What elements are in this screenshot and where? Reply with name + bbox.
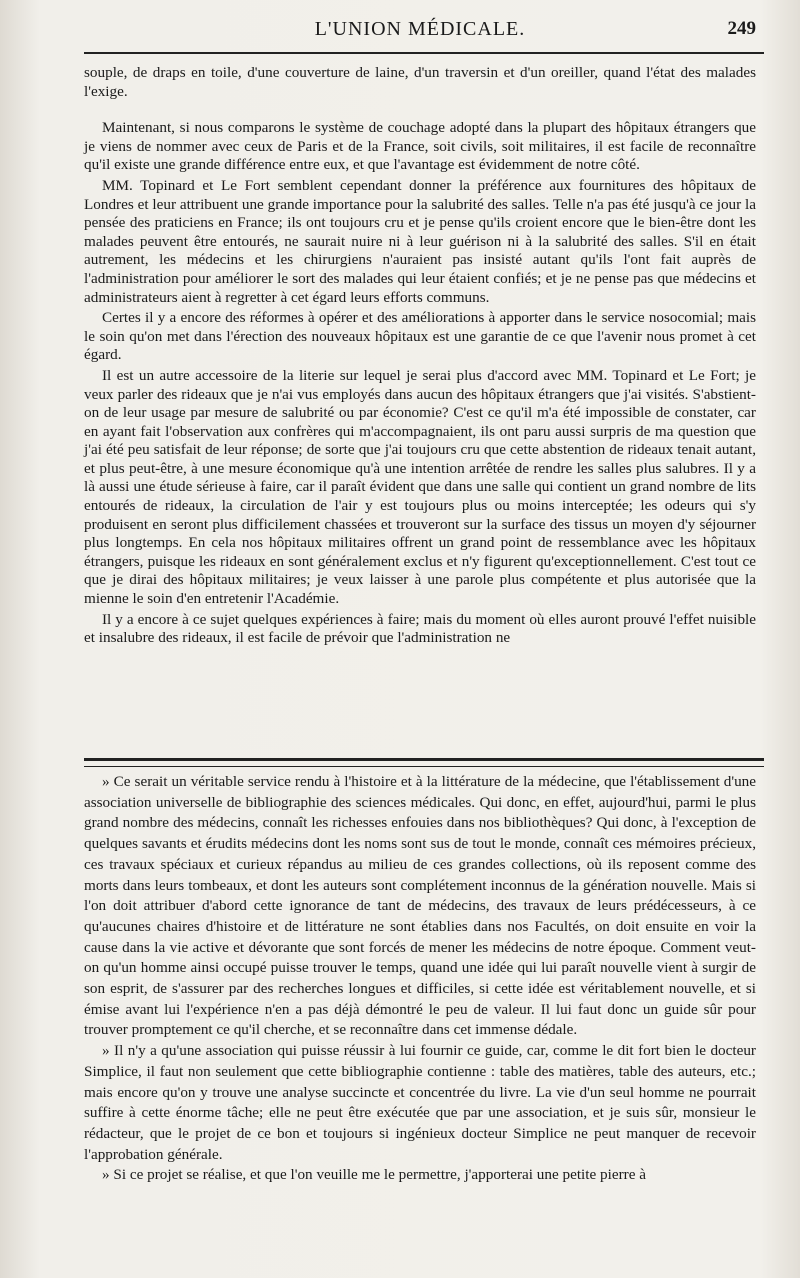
footnote-paragraph: » Il n'y a qu'une association qui puisse réussir à lui fournir ce guide, car, comme le dit fort bien le docteur Simplice, il faut non seulement que cette bibliographie contienne : table des matières, table des auteurs, etc.; mais encore qu'on y trouve une analyse succincte et concentrée du livre. La vie d'un seul homme ne pourrait suffire à cette énorme tâche; elle ne peut être exécutée que par une association, et je suis sûr, monsieur le rédacteur, que le projet de ce bon et toujours si ingénieux docteur Simplice ne peut manquer de recevoir l'approbation générale. <box>84 1042 756 1163</box>
footnote-paragraph: » Ce serait un véritable service rendu à l'histoire et à la littérature de la médecine, que l'établissement d'une association universelle de bibliographie des sciences médicales. Qui donc, en effet, aujourd'hui, parmi le plus grand nombre des médecins, connaît les richesses enfouies dans nos bibliothèques? Qui donc, à l'exception de quelques savants et érudits médecins dont les noms sont sus de tout le monde, connaît ces mémoires précieux, ces travaux spéciaux et curieux répandus au milieu de ces grandes collections, où ils reposent comme des morts dans leurs tombeaux, et dont les auteurs sont complétement inconnus de la génération nouvelle. Mais si l'on doit attribuer d'abord cette ignorance de tant de médecins, des travaux de leurs prédécesseurs, à ce qu'aucunes chaires d'histoire et de littérature ne sont établies dans nos Facultés, on doit ensuite en voir la cause dans la vie active et dévorante que sont forcés de mener les médecins de notre époque. Comment veut-on qu'un homme ainsi occupé puisse trouver le temps, quand une idée qui lui paraît nouvelle vient à surgir de son esprit, de s'assurer par des recherches longues et difficiles, si cette idée est véritablement nouvelle, et si émise avant lui l'expérience n'en a pas déjà démontré le peu de valeur. Il lui faut donc un guide sûr pour trouver promptement ce qu'il cherche, et se reconnaître dans cet immense dédale. <box>84 773 756 1039</box>
page-header <box>84 14 756 48</box>
page-number: 249 <box>727 18 756 39</box>
footnote-paragraph: » Si ce projet se réalise, et que l'on veuille me le permettre, j'apporterai une petite pierre à <box>102 1166 646 1184</box>
main-text <box>84 64 756 648</box>
paragraph: Maintenant, si nous comparons le système de couchage adopté dans la plupart des hôpitaux étrangers que je viens de nommer avec ceux de Paris et de la France, soit civils, soit militaires, il est facile de reconnaître qu'il existe une grande différence entre eux, et que l'avantage est évidemment de notre côté. <box>84 119 756 174</box>
paragraph: MM. Topinard et Le Fort semblent cependant donner la préférence aux fournitures des hôpitaux de Londres et leur attribuent une grande importance pour la salubrité des salles. Telle n'a pas été jusqu'à ce jour la pensée des praticiens en France; ils ont toujours cru et je pense qu'ils croient encore que le bien-être dont les malades peuvent être entourés, ne saurait nuire ni à leur guérison ni à la salubrité des salles. S'il en était autrement, les médecins et les chirurgiens n'auraient pas insisté autant qu'ils l'ont fait auprès de l'administration pour améliorer le sort des malades qui leur étaient confiés; et je ne pense pas que médecins et administrateurs aient à regretter à cet égard leurs efforts communs. <box>84 176 756 306</box>
paragraph: Il y a encore à ce sujet quelques expériences à faire; mais du moment où elles auront prouvé l'effet nuisible et insalubre des rideaux, il est facile de prévoir que l'administration ne <box>84 610 756 647</box>
footnote-text <box>84 772 756 1186</box>
paragraph: souple, de draps en toile, d'une couverture de laine, d'un traversin et d'un oreiller, quand l'état des malades l'exige. <box>84 64 756 100</box>
paragraph: Certes il y a encore des réformes à opérer et des améliorations à apporter dans le service nosocomial; mais le soin qu'on met dans l'érection des nouveaux hôpitaux est une garantie de ce que l'avenir nous promet à cet égard. <box>84 309 756 364</box>
header-rule <box>84 52 764 54</box>
running-title: L'UNION MÉDICALE. <box>314 18 526 40</box>
paragraph: Il est un autre accessoire de la literie sur lequel je serai plus d'accord avec MM. Topinard et Le Fort; je veux parler des rideaux que je n'ai vus employés dans aucun des hôpitaux étrangers que j'ai visités. S'abstient-on de leur usage par mesure de salubrité ou par économie? C'est ce qu'il m'a été impossible de constater, car en ayant fait l'observation aux confrères qui m'accompagnaient, ils ont paru aussi surpris de ma question que j'ai été peu satisfait de leur réponse; de sorte que j'ai toujours cru que cette abstention de rideaux tenait autant, et plus peut-être, à une mesure économique qu'à une intention arrêtée de rendre les salles plus salubres. Il y a là aussi une étude sérieuse à faire, car il paraît évident que dans une salle qui contient un grand nombre de lits entourés de rideaux, la circulation de l'air y est toujours plus ou moins interceptée; les odeurs qui s'y produisent en seront plus difficilement chassées et trouveront sur la surface des tissus un moyen d'y séjourner plus longtemps. En cela nos hôpitaux militaires offrent un grand point de ressemblance avec les hôpitaux étrangers, puisque les rideaux en sont généralement exclus et n'y figurent qu'exceptionnellement. C'est tout ce que je dirai des hôpitaux militaires; je veux laisser à une parole plus compétente et plus autorisée que la mienne le soin d'en entretenir l'Académie. <box>84 366 756 608</box>
footnote-separator <box>84 758 764 767</box>
